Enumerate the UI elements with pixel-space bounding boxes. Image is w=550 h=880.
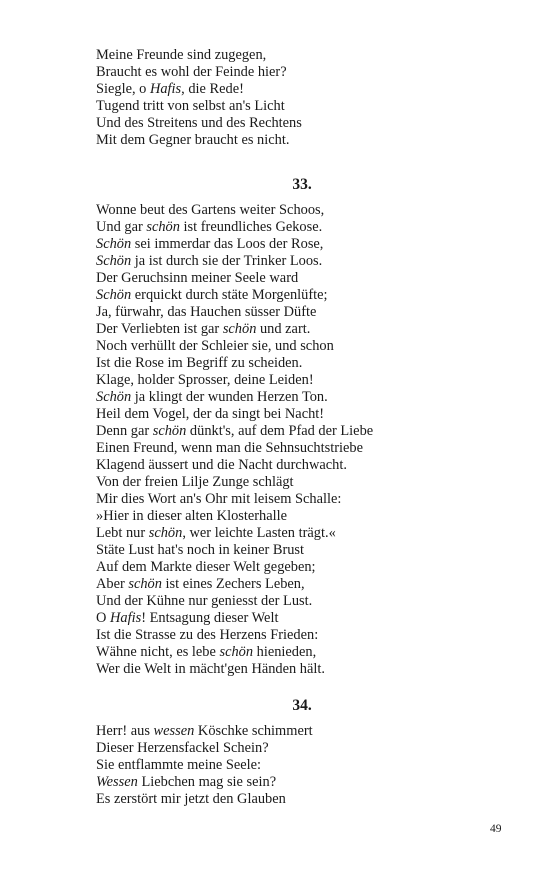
verse-text: Ist die Strasse zu des Herzens Frieden:: [96, 627, 319, 643]
verse-line: [96, 64, 456, 81]
verse-line: [96, 576, 456, 593]
verse-text: Klagend äussert und die Nacht durchwacht.: [96, 457, 347, 473]
verse-line: [96, 253, 456, 270]
verse-text: Köschke schimmert: [194, 723, 313, 739]
poem-34-body: [96, 723, 456, 808]
verse-text: Noch verhüllt der Schleier sie, und schon: [96, 338, 334, 354]
verse-text: , die Rede!: [181, 81, 244, 97]
italic-word: Hafis: [149, 81, 182, 97]
verse-line: [96, 132, 456, 149]
verse-text: ja ist durch sie der Trinker Loos.: [131, 253, 323, 269]
verse-line: [96, 593, 456, 610]
page-number: 49: [490, 823, 502, 835]
verse-line: [96, 423, 456, 440]
verse-line: [96, 321, 456, 338]
italic-word: schön: [128, 576, 162, 592]
verse-text: Dieser Herzensfackel Schein?: [96, 740, 269, 756]
verse-text: Heil dem Vogel, der da singt bei Nacht!: [96, 406, 325, 422]
verse-line: [96, 81, 456, 98]
verse-line: [96, 47, 456, 64]
verse-text: Einen Freund, wenn man die Sehnsuchtstriebe: [96, 440, 363, 456]
verse-line: [96, 287, 456, 304]
verse-line: [96, 474, 456, 491]
verse-line: [96, 372, 456, 389]
verse-text: Mit dem Gegner braucht es nicht.: [96, 132, 290, 148]
poem-33-body: [96, 202, 456, 678]
verse-line: [96, 740, 456, 757]
verse-text: ja klingt der wunden Herzen Ton.: [131, 389, 328, 405]
poem-34-number: 34.: [292, 697, 312, 714]
verse-text: ist eines Zechers Leben,: [161, 576, 305, 592]
italic-word: schön: [146, 219, 180, 235]
verse-text: Der Verliebten ist gar: [96, 321, 223, 337]
verse-line: [96, 98, 456, 115]
verse-text: Und der Kühne nur geniesst der Lust.: [96, 593, 313, 609]
verse-line: [96, 338, 456, 355]
verse-text: Tugend tritt von selbst an's Licht: [96, 98, 285, 114]
verse-text: Auf dem Markte dieser Welt gegeben;: [96, 559, 316, 575]
verse-text: Braucht es wohl der Feinde hier?: [96, 64, 287, 80]
verse-text: Siegle, o: [96, 81, 150, 97]
italic-word: Schön: [96, 287, 132, 303]
verse-line: [96, 202, 456, 219]
verse-text: »Hier in dieser alten Klosterhalle: [96, 508, 288, 524]
verse-text: , wer leichte Lasten trägt.«: [182, 525, 336, 541]
verse-text: hienieden,: [253, 644, 317, 660]
verse-text: Denn gar: [96, 423, 153, 439]
verse-text: Herr! aus: [96, 723, 154, 739]
verse-text: Und gar: [96, 219, 147, 235]
verse-line: [96, 774, 456, 791]
verse-text: dünkt's, auf dem Pfad der Liebe: [186, 423, 374, 439]
verse-text: ! Entsagung dieser Welt: [141, 610, 279, 626]
stanza-top: [96, 47, 456, 149]
verse-text: erquickt durch stäte Morgenlüfte;: [131, 287, 328, 303]
verse-text: Wähne nicht, es lebe: [96, 644, 220, 660]
verse-line: [96, 661, 456, 678]
italic-word: schön: [152, 423, 187, 439]
verse-text: Liebchen mag sie sein?: [137, 774, 277, 790]
verse-line: [96, 723, 456, 740]
italic-word: schön: [219, 644, 254, 660]
verse-text: Sie entflammte meine Seele:: [96, 757, 262, 773]
italic-word: Hafis: [110, 610, 142, 626]
verse-text: Von der freien Lilje Zunge schlägt: [96, 474, 294, 490]
verse-text: Ist die Rose im Begriff zu scheiden.: [96, 355, 303, 371]
verse-line: [96, 791, 456, 808]
verse-line: [96, 270, 456, 287]
verse-text: Der Geruchsinn meiner Seele ward: [96, 270, 299, 286]
verse-line: [96, 440, 456, 457]
verse-line: [96, 525, 456, 542]
verse-line: [96, 406, 456, 423]
verse-line: [96, 542, 456, 559]
verse-text: Und des Streitens und des Rechtens: [96, 115, 302, 131]
verse-text: sei immerdar das Loos der Rose,: [131, 236, 324, 252]
verse-line: [96, 644, 456, 661]
verse-text: Mir dies Wort an's Ohr mit leisem Schalle:: [96, 491, 342, 507]
verse-text: Stäte Lust hat's noch in keiner Brust: [96, 542, 305, 558]
verse-text: Es zerstört mir jetzt den Glauben: [96, 791, 286, 807]
italic-word: schön: [222, 321, 257, 337]
verse-line: [96, 457, 456, 474]
verse-line: [96, 219, 456, 236]
verse-text: Aber: [96, 576, 129, 592]
italic-word: wessen: [153, 723, 195, 739]
verse-text: Ja, fürwahr, das Hauchen süsser Düfte: [96, 304, 317, 320]
poem-33-number: 33.: [292, 176, 312, 193]
italic-word: Schön: [96, 389, 132, 405]
verse-line: [96, 389, 456, 406]
verse-line: [96, 559, 456, 576]
italic-word: Wessen: [96, 774, 138, 790]
verse-line: [96, 610, 456, 627]
verse-text: Lebt nur: [96, 525, 149, 541]
verse-line: [96, 508, 456, 525]
verse-text: und zart.: [256, 321, 311, 337]
verse-line: [96, 627, 456, 644]
italic-word: Schön: [96, 236, 132, 252]
verse-line: [96, 236, 456, 253]
verse-text: ist freundliches Gekose.: [179, 219, 323, 235]
verse-text: Meine Freunde sind zugegen,: [96, 47, 267, 63]
verse-text: O: [96, 610, 110, 626]
verse-text: Wonne beut des Gartens weiter Schoos,: [96, 202, 325, 218]
verse-text: Klage, holder Sprosser, deine Leiden!: [96, 372, 314, 388]
verse-line: [96, 115, 456, 132]
verse-line: [96, 355, 456, 372]
italic-word: schön: [148, 525, 183, 541]
verse-line: [96, 757, 456, 774]
verse-text: Wer die Welt in mächt'gen Händen hält.: [96, 661, 325, 677]
verse-line: [96, 491, 456, 508]
verse-line: [96, 304, 456, 321]
italic-word: Schön: [96, 253, 132, 269]
